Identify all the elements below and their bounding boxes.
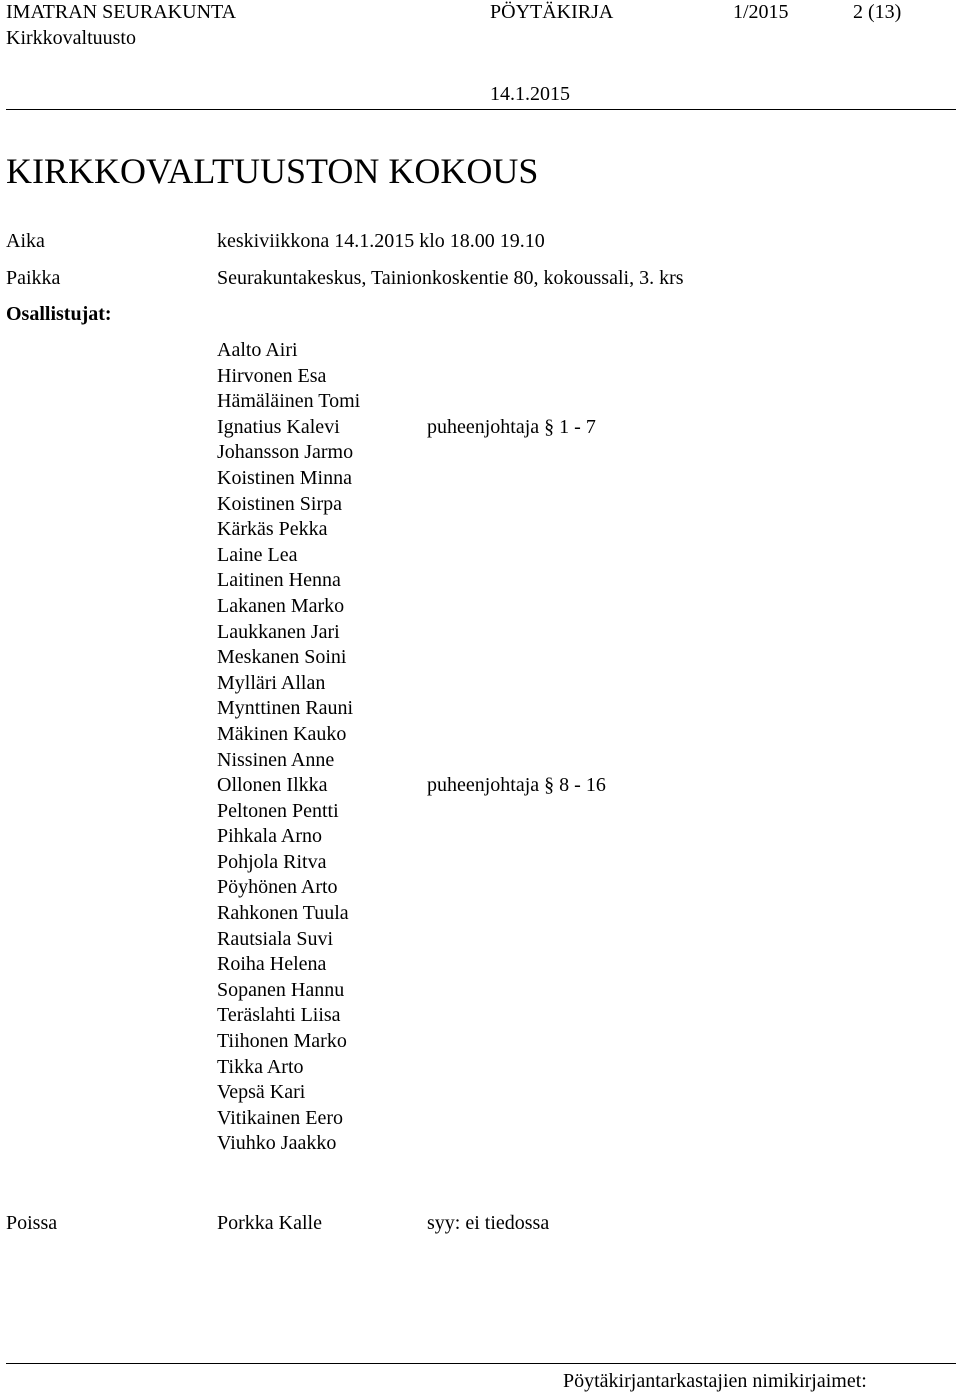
time-label: Aika [6, 230, 45, 252]
participant-name: Pöyhönen Arto [217, 876, 338, 899]
header-divider [6, 109, 956, 110]
participant-name: Mynttinen Rauni [217, 697, 354, 720]
participant-name: Johansson Jarmo [217, 441, 354, 464]
footer-signatures-label: Pöytäkirjantarkastajien nimikirjaimet: [563, 1370, 867, 1392]
participant-name: Hämäläinen Tomi [217, 390, 361, 413]
participant-name: Kärkäs Pekka [217, 518, 328, 541]
participant-name: Nissinen Anne [217, 748, 335, 771]
participant-name: Teräslahti Liisa [217, 1004, 341, 1027]
absent-label: Poissa [6, 1212, 58, 1234]
participant-name: Pihkala Arno [217, 825, 322, 848]
participant-name: Koistinen Sirpa [217, 492, 342, 515]
participant-name: Lakanen Marko [217, 594, 345, 617]
participant-name: Laukkanen Jari [217, 620, 340, 643]
participants-label: Osallistujat: [6, 303, 112, 325]
participant-name: Roiha Helena [217, 953, 327, 976]
header-doc-number: 1/2015 [733, 1, 789, 23]
meeting-title: KIRKKOVALTUUSTON KOKOUS [6, 151, 539, 191]
participant-name: Aalto Airi [217, 339, 298, 361]
participant-name: Peltonen Pentti [217, 799, 339, 822]
header-parish: IMATRAN SEURAKUNTA [6, 1, 237, 23]
participant-role: puheenjohtaja § 8 - 16 [427, 774, 606, 797]
header-body-name: Kirkkovaltuusto [6, 27, 136, 49]
header-doc-type: PÖYTÄKIRJA [490, 1, 614, 23]
absent-reason: syy: ei tiedossa [427, 1212, 550, 1234]
header-page-number: 2 (13) [853, 1, 902, 23]
participant-role: puheenjohtaja § 1 - 7 [427, 415, 596, 438]
participant-name: Ignatius Kalevi [217, 415, 340, 438]
participant-name: Koistinen Minna [217, 466, 352, 489]
participant-name: Vepsä Kari [217, 1081, 306, 1104]
participant-name: Viuhko Jaakko [217, 1132, 337, 1155]
participant-name: Hirvonen Esa [217, 364, 327, 387]
participant-name: Pohjola Ritva [217, 850, 327, 873]
participant-name: Mylläri Allan [217, 671, 326, 694]
participant-name: Laine Lea [217, 543, 298, 566]
participant-name: Vitikainen Eero [217, 1106, 343, 1129]
place-label: Paikka [6, 267, 61, 289]
participant-name: Rautsiala Suvi [217, 927, 334, 950]
participant-name: Tikka Arto [217, 1055, 304, 1078]
time-value: keskiviikkona 14.1.2015 klo 18.00 19.10 [217, 230, 545, 252]
participant-name: Meskanen Soini [217, 646, 347, 669]
participant-name: Tiihonen Marko [217, 1030, 347, 1053]
absent-name: Porkka Kalle [217, 1212, 322, 1234]
participant-name: Laitinen Henna [217, 569, 341, 592]
header-date: 14.1.2015 [490, 83, 570, 105]
participant-name: Sopanen Hannu [217, 978, 345, 1001]
footer-divider [6, 1363, 956, 1364]
participant-name: Rahkonen Tuula [217, 902, 349, 925]
participant-name: Ollonen Ilkka [217, 774, 328, 797]
participant-name: Mäkinen Kauko [217, 722, 347, 745]
place-value: Seurakuntakeskus, Tainionkoskentie 80, kokoussali, 3. krs [217, 267, 684, 289]
